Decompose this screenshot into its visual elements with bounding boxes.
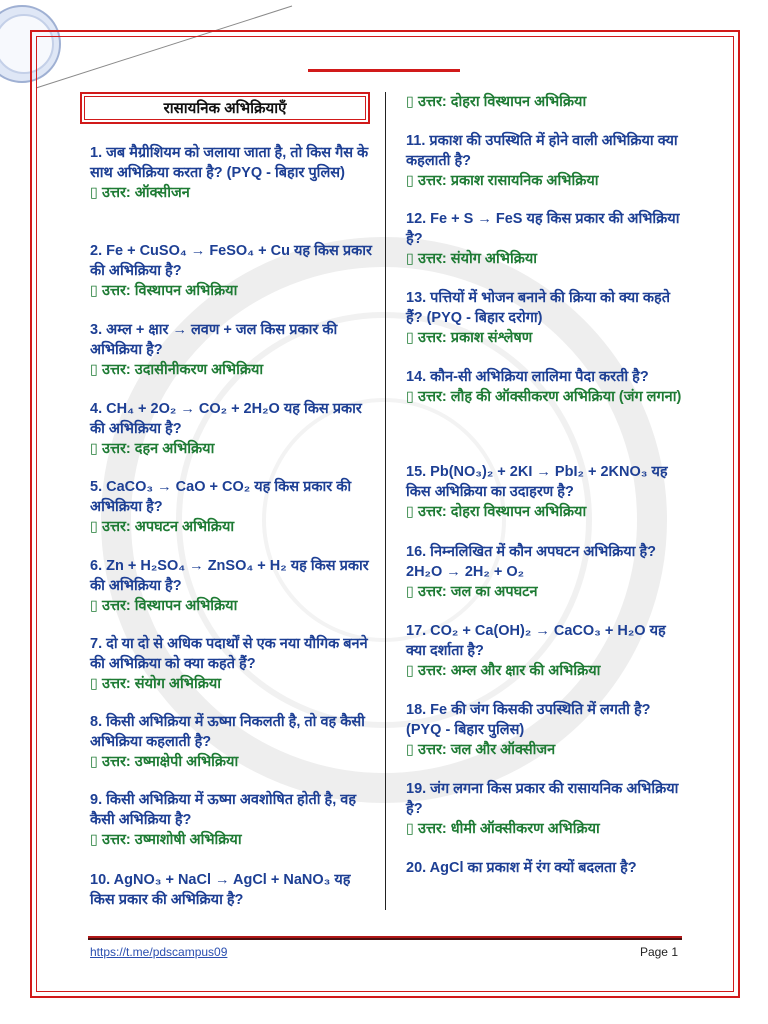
question-text: 15. Pb(NO₃)₂ + 2KI → PbI₂ + 2KNO₃ यह किस अभिक्रिया का उदाहरण है? [406, 464, 668, 500]
answer-text: ▯ उत्तर: विस्थापन अभिक्रिया [90, 598, 238, 614]
question-text: 2. Fe + CuSO₄ → FeSO₄ + Cu यह किस प्रकार की अभिक्रिया है? [90, 243, 372, 279]
question-item [406, 621, 686, 681]
answer-text: ▯ उत्तर: उष्माक्षेपी अभिक्रिया [90, 754, 239, 770]
answer-text: ▯ उत्तर: दहन अभिक्रिया [90, 441, 215, 457]
question-item [406, 779, 686, 839]
answer-text: ▯ उत्तर: संयोग अभिक्रिया [90, 676, 222, 692]
question-text: 7. दो या दो से अधिक पदार्थों से एक नया यौगिक बनने की अभिक्रिया को क्या कहते हैं? [90, 636, 368, 672]
question-text: 9. किसी अभिक्रिया में ऊष्मा अवशोषित होती है, वह कैसी अभिक्रिया है? [90, 792, 357, 828]
question-text: 18. Fe की जंग किसकी उपस्थिति में लगती है? (PYQ - बिहार पुलिस) [406, 702, 651, 738]
page-title: रासायनिक अभिक्रियाएँ [80, 92, 370, 124]
question-text: 13. पत्तियों में भोजन बनाने की क्रिया को क्या कहते हैं? (PYQ - बिहार दरोगा) [406, 290, 671, 326]
question-text: 1. जब मैग्रीशियम को जलाया जाता है, तो किस गैस के साथ अभिक्रिया करता है? (PYQ - बिहार पुलिस) [90, 145, 369, 181]
question-text: 14. कौन-सी अभिक्रिया लालिमा पैदा करती है? [406, 369, 649, 385]
question-text: 8. किसी अभिक्रिया में ऊष्मा निकलती है, तो वह कैसी अभिक्रिया कहलाती है? [90, 714, 365, 750]
question-item [406, 209, 686, 269]
question-text: 19. जंग लगना किस प्रकार की रासायनिक अभिक्रिया है? [406, 781, 679, 817]
answer-text: ▯ उत्तर: दोहरा विस्थापन अभिक्रिया [406, 94, 587, 110]
page-number: Page 1 [639, 945, 678, 959]
answer-text: ▯ उत्तर: जल और ऑक्सीजन [406, 742, 556, 758]
answer-text: ▯ उत्तर: संयोग अभिक्रिया [406, 251, 538, 267]
question-item [406, 700, 686, 760]
question-text: 10. AgNO₃ + NaCl → AgCl + NaNO₃ यह किस प्रकार की अभिक्रिया है? [90, 872, 351, 908]
answer-text: ▯ उत्तर: लौह की ऑक्सीकरण अभिक्रिया (जंग लगना) [406, 389, 682, 405]
question-text: 16. निम्नलिखित में कौन अपघटन अभिक्रिया है? 2H₂O → 2H₂ + O₂ [406, 544, 657, 580]
answer-text: ▯ उत्तर: अपघटन अभिक्रिया [90, 519, 235, 535]
answer-text: ▯ उत्तर: जल का अपघटन [406, 584, 538, 600]
question-item [406, 542, 686, 602]
question-text: 20. AgCl का प्रकाश में रंग क्यों बदलता है? [406, 860, 637, 876]
question-item [406, 858, 686, 878]
question-text: 17. CO₂ + Ca(OH)₂ → CaCO₃ + H₂O यह क्या दर्शाता है? [406, 623, 666, 659]
answer-text: ▯ उत्तर: प्रकाश रासायनिक अभिक्रिया [406, 173, 599, 189]
answer-text: ▯ उत्तर: दोहरा विस्थापन अभिक्रिया [406, 504, 587, 520]
question-text: 11. प्रकाश की उपस्थिति में होने वाली अभिक्रिया क्या कहलाती है? [406, 133, 678, 169]
question-text: 3. अम्ल + क्षार → लवण + जल किस प्रकार की अभिक्रिया है? [90, 322, 338, 358]
question-item [406, 131, 686, 191]
question-item [406, 288, 686, 348]
question-item [406, 367, 686, 407]
carryover-answer [406, 92, 686, 112]
question-text: 5. CaCO₃ → CaO + CO₂ यह किस प्रकार की अभिक्रिया है? [90, 479, 352, 515]
answer-text: ▯ उत्तर: उदासीनीकरण अभिक्रिया [90, 362, 264, 378]
answer-text: ▯ उत्तर: प्रकाश संश्लेषण [406, 330, 533, 346]
question-text: 12. Fe + S → FeS यह किस प्रकार की अभिक्रिया है? [406, 211, 680, 247]
answer-text: ▯ उत्तर: विस्थापन अभिक्रिया [90, 283, 238, 299]
question-item [406, 462, 686, 522]
question-text: 4. CH₄ + 2O₂ → CO₂ + 2H₂O यह किस प्रकार की अभिक्रिया है? [90, 401, 362, 437]
telegram-link[interactable]: https://t.me/pdscampus09 [90, 945, 228, 959]
answer-text: ▯ उत्तर: ऑक्सीजन [90, 185, 190, 201]
answer-text: ▯ उत्तर: धीमी ऑक्सीकरण अभिक्रिया [406, 821, 600, 837]
question-text: 6. Zn + H₂SO₄ → ZnSO₄ + H₂ यह किस प्रकार की अभिक्रिया है? [90, 558, 369, 594]
answer-text: ▯ उत्तर: उष्माशोषी अभिक्रिया [90, 832, 242, 848]
answer-text: ▯ उत्तर: अम्ल और क्षार की अभिक्रिया [406, 663, 601, 679]
footer-divider [88, 936, 682, 938]
